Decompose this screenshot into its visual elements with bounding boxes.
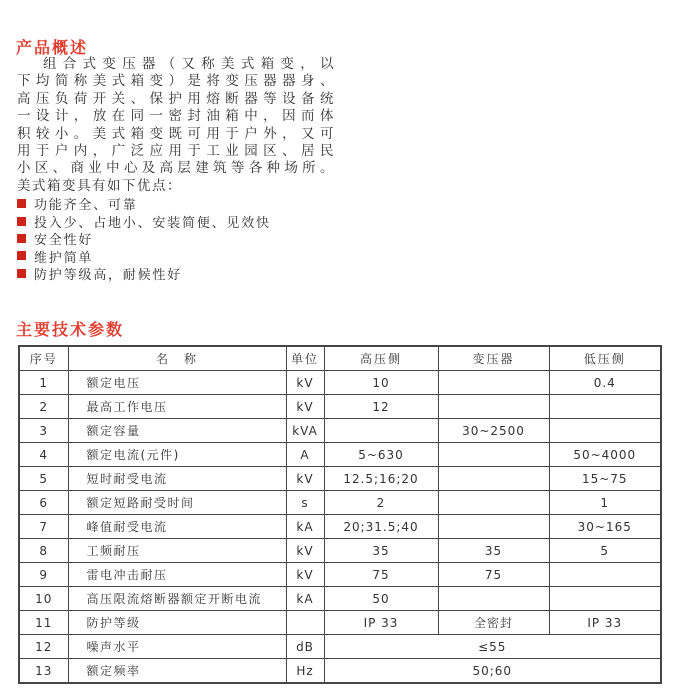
col-header-unit: 单位: [286, 346, 324, 371]
table-cell: 4: [19, 443, 68, 467]
table-cell: 高压限流熔断器额定开断电流: [68, 587, 286, 611]
table-row: [19, 611, 661, 635]
table-cell: 2: [19, 395, 68, 419]
col-header-index: 序号: [19, 346, 68, 371]
list-item: [17, 195, 334, 212]
col-header-lv: 低压侧: [549, 346, 661, 371]
paragraph-line: 用于户内，广泛应用于工业园区、居民: [17, 142, 334, 159]
table-row: [19, 563, 661, 587]
table-cell: 雷电冲击耐压: [68, 563, 286, 587]
paragraph-line: 小区、商业中心及高层建筑等各种场所。: [17, 160, 334, 177]
list-item: [17, 213, 334, 230]
paragraph-line: 积较小。美式箱变既可用于户外，又可: [17, 125, 334, 142]
paragraph-line: 一设计，放在同一密封油箱中，因而体: [17, 108, 334, 125]
table-cell: [286, 611, 324, 635]
table-cell: 35: [324, 539, 438, 563]
table-cell: kV: [286, 467, 324, 491]
table-cell: 1: [19, 371, 68, 395]
table-cell: 30~165: [549, 515, 661, 539]
table-row: [19, 659, 661, 684]
table-cell: [438, 395, 549, 419]
table-cell: [438, 515, 549, 539]
paragraph-line: 组合式变压器（又称美式箱变，以: [43, 56, 334, 72]
table-cell: [549, 395, 661, 419]
table-cell: 3: [19, 419, 68, 443]
bullet-square-icon: [17, 199, 26, 208]
table-cell-merged: ≤55: [324, 635, 661, 659]
overview-paragraph: [17, 56, 334, 282]
table-cell: 最高工作电压: [68, 395, 286, 419]
bullet-square-icon: [17, 269, 26, 278]
col-header-name: 名 称: [68, 346, 286, 371]
table-cell: kV: [286, 539, 324, 563]
table-cell: kA: [286, 515, 324, 539]
table-cell: 5~630: [324, 443, 438, 467]
table-cell: 0.4: [549, 371, 661, 395]
table-cell: 30~2500: [438, 419, 549, 443]
section-title-overview: 产品概述: [16, 38, 89, 57]
table-row: [19, 515, 661, 539]
table-cell: 1: [549, 491, 661, 515]
table-cell: 10: [324, 371, 438, 395]
table-cell: 防护等级: [68, 611, 286, 635]
list-item: [17, 247, 334, 264]
table-cell: 13: [19, 659, 68, 684]
table-cell: 7: [19, 515, 68, 539]
table-cell: 短时耐受电流: [68, 467, 286, 491]
table-cell: 额定电压: [68, 371, 286, 395]
table-cell: 额定电流(元件): [68, 443, 286, 467]
list-item: [17, 230, 334, 247]
tech-params-table: [18, 345, 662, 684]
advantage-list: [17, 195, 334, 282]
table-cell: [549, 587, 661, 611]
section-title-params: 主要技术参数: [16, 320, 125, 339]
table-cell: 噪声水平: [68, 635, 286, 659]
table-cell: 75: [438, 563, 549, 587]
table-row: [19, 539, 661, 563]
table-cell: [324, 419, 438, 443]
table-row: [19, 395, 661, 419]
table-cell: 8: [19, 539, 68, 563]
table-cell: 峰值耐受电流: [68, 515, 286, 539]
list-item-label: 功能齐全、可靠: [34, 198, 138, 214]
table-cell: Hz: [286, 659, 324, 684]
table-cell: kVA: [286, 419, 324, 443]
table-cell: 9: [19, 563, 68, 587]
table-cell: 5: [19, 467, 68, 491]
list-item: [17, 265, 334, 282]
table-cell: [549, 563, 661, 587]
table-cell: 额定频率: [68, 659, 286, 684]
table-cell: 工频耐压: [68, 539, 286, 563]
list-item-label: 维护简单: [34, 250, 94, 266]
table-cell: IP 33: [549, 611, 661, 635]
paragraph-line: 下均简称美式箱变）是将变压器器身、: [17, 73, 334, 90]
table-cell: kA: [286, 587, 324, 611]
table-cell: 12.5;16;20: [324, 467, 438, 491]
table-cell: 15~75: [549, 467, 661, 491]
table-row: [19, 371, 661, 395]
table-row: [19, 443, 661, 467]
table-row: [19, 635, 661, 659]
col-header-transformer: 变压器: [438, 346, 549, 371]
table-cell: 2: [324, 491, 438, 515]
table-cell: [438, 467, 549, 491]
table-cell: 12: [19, 635, 68, 659]
table-cell: 50~4000: [549, 443, 661, 467]
table-cell: kV: [286, 563, 324, 587]
table-row: [19, 491, 661, 515]
list-item-label: 投入少、占地小、安装简便、见效快: [34, 215, 271, 231]
list-item-label: 防护等级高，耐候性好: [34, 267, 183, 283]
table-cell: 50: [324, 587, 438, 611]
table-cell: IP 33: [324, 611, 438, 635]
table-row: [19, 419, 661, 443]
table-cell: kV: [286, 395, 324, 419]
table-cell: 12: [324, 395, 438, 419]
table-cell: [549, 419, 661, 443]
list-item-label: 安全性好: [34, 233, 94, 249]
table-cell: s: [286, 491, 324, 515]
table-cell: 全密封: [438, 611, 549, 635]
table-cell: [438, 491, 549, 515]
table-cell: [438, 371, 549, 395]
table-cell: 6: [19, 491, 68, 515]
table-row: [19, 587, 661, 611]
paragraph-line: 美式箱变具有如下优点：: [17, 177, 182, 194]
table-cell: 额定容量: [68, 419, 286, 443]
table-cell: 35: [438, 539, 549, 563]
table-cell-merged: 50;60: [324, 659, 661, 684]
col-header-hv: 高压侧: [324, 346, 438, 371]
paragraph-line: 高压负荷开关、保护用熔断器等设备统: [17, 90, 334, 107]
table-cell: 额定短路耐受时间: [68, 491, 286, 515]
table-cell: [438, 443, 549, 467]
table-cell: 10: [19, 587, 68, 611]
table-cell: 20;31.5;40: [324, 515, 438, 539]
table-cell: 75: [324, 563, 438, 587]
table-row: [19, 467, 661, 491]
table-cell: kV: [286, 371, 324, 395]
bullet-square-icon: [17, 234, 26, 243]
bullet-square-icon: [17, 251, 26, 260]
table-cell: A: [286, 443, 324, 467]
table-header-row: [19, 346, 661, 371]
table-cell: 11: [19, 611, 68, 635]
bullet-square-icon: [17, 217, 26, 226]
table-cell: 5: [549, 539, 661, 563]
table-cell: [438, 587, 549, 611]
table-cell: dB: [286, 635, 324, 659]
